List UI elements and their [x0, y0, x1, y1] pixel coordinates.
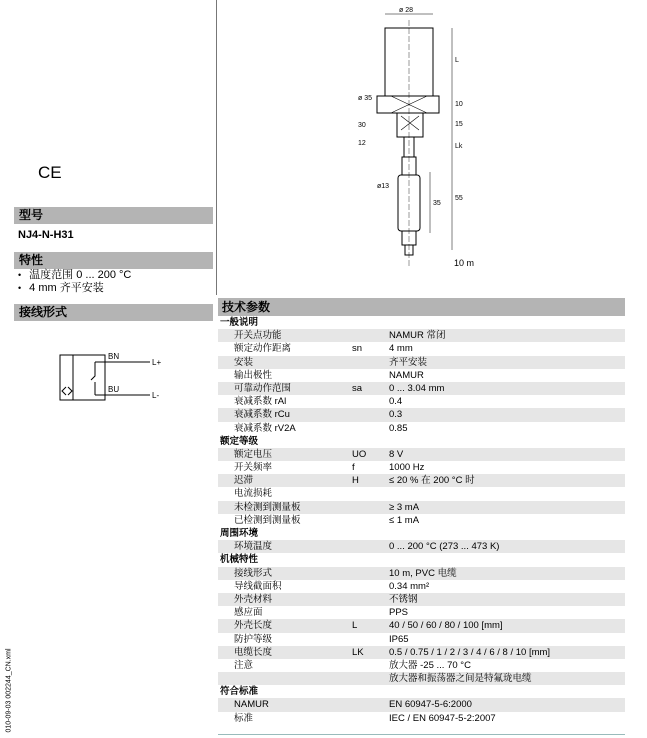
spec-value: 齐平安装 [389, 356, 428, 368]
feature-item: • 温度范围 0 ... 200 °C [18, 269, 131, 282]
spec-row [218, 593, 625, 606]
spec-value: ≤ 1 mA [389, 514, 420, 526]
svg-text:ø 35: ø 35 [358, 95, 373, 102]
spec-sym: sa [352, 382, 363, 394]
spec-label: 安装 [234, 356, 254, 368]
switch-icon [91, 362, 95, 395]
svg-text:10: 10 [455, 101, 463, 108]
spec-value: 0.3 [389, 409, 403, 421]
spec-value: NAMUR [389, 369, 424, 381]
spec-label: 衰减系数 rAl [234, 396, 287, 408]
features-list [18, 269, 131, 295]
feature-item: • 4 mm 齐平安装 [18, 282, 131, 295]
spec-row [218, 395, 625, 408]
spec-section: 机械特性 [220, 554, 259, 566]
spec-label: 衰减系数 rV2A [234, 422, 296, 434]
spec-value: ≥ 3 mA [389, 501, 420, 513]
column-divider [216, 0, 217, 295]
spec-label: 输出极性 [234, 369, 273, 381]
spec-value: 0.4 [389, 396, 403, 408]
spec-label: 标准 [234, 712, 254, 724]
wiring-diagram [55, 350, 175, 405]
spec-value: IP65 [389, 633, 409, 645]
spec-row [218, 487, 625, 500]
spec-row [218, 356, 625, 369]
spec-sym [352, 593, 389, 606]
spec-sym [352, 659, 389, 672]
doc-id: 010-09-03 002244_CN.xml [5, 648, 13, 733]
spec-sym [352, 395, 389, 408]
spec-row [218, 382, 625, 395]
spec-sym [352, 329, 389, 342]
spec-table-title: 技术参数 [218, 298, 625, 316]
svg-text:12: 12 [358, 140, 366, 147]
spec-section: 额定等级 [220, 435, 259, 447]
spec-value: 放大器和振荡器之间是特氟珑电缆 [389, 673, 532, 685]
spec-row [218, 514, 625, 527]
spec-row [218, 633, 625, 646]
spec-value: PPS [389, 607, 409, 619]
spec-label: 外壳长度 [234, 620, 273, 632]
spec-label: 导线截面积 [234, 580, 282, 592]
spec-row [218, 448, 625, 461]
spec-value: 不锈钢 [389, 593, 418, 605]
ce-mark: CE [38, 163, 62, 182]
spec-row [218, 474, 625, 487]
spec-sym [352, 514, 389, 527]
spec-table [218, 298, 625, 725]
spec-label: 防护等级 [234, 633, 273, 645]
spec-value: 0 ... 3.04 mm [389, 382, 445, 394]
spec-label [218, 672, 352, 685]
spec-label: 额定电压 [234, 448, 273, 460]
spec-row [218, 646, 625, 659]
spec-sym [352, 698, 389, 711]
spec-value: 10 m, PVC 电缆 [389, 567, 457, 579]
spec-label: 额定动作距离 [234, 343, 292, 355]
spec-value: EN 60947-5-6:2000 [389, 699, 472, 711]
svg-text:L: L [455, 57, 459, 64]
spec-sym [352, 422, 389, 435]
spec-label: 迟滞 [234, 475, 254, 487]
wire-bn: BN [108, 352, 120, 361]
spec-sym [352, 712, 389, 725]
spec-sym [352, 580, 389, 593]
spec-label: 衰减系数 rCu [234, 409, 290, 421]
spec-value: 4 mm [389, 343, 413, 355]
spec-sym: LK [352, 646, 364, 658]
svg-text:ø 28: ø 28 [399, 7, 414, 14]
spec-row [218, 461, 625, 474]
svg-text:55: 55 [455, 195, 463, 202]
spec-row [218, 619, 625, 632]
spec-sym [352, 606, 389, 619]
wire-bu: BU [108, 385, 120, 394]
spec-row [218, 567, 625, 580]
spec-label: NAMUR [234, 699, 269, 711]
svg-text:30: 30 [358, 122, 366, 129]
svg-text:15: 15 [455, 121, 463, 128]
spec-label: 开关频率 [234, 462, 273, 474]
type-heading: 型号 [14, 207, 213, 224]
spec-sym [352, 540, 389, 553]
spec-row [218, 606, 625, 619]
svg-text:35: 35 [433, 200, 441, 207]
spec-sym: L [352, 620, 358, 632]
spec-label: 电流损耗 [234, 488, 273, 500]
spec-label: 电缆长度 [234, 646, 273, 658]
spec-sym [352, 501, 389, 514]
spec-sym [352, 487, 389, 500]
features-heading: 特性 [14, 252, 213, 269]
spec-row [218, 580, 625, 593]
spec-label: 感应面 [234, 607, 263, 619]
spec-value: NAMUR 常闭 [389, 330, 446, 342]
spec-row [218, 712, 625, 725]
spec-value: 0.85 [389, 422, 408, 434]
model-number: NJ4-N-H31 [18, 229, 74, 241]
spec-label: 接线形式 [234, 567, 273, 579]
spec-label: 注意 [234, 659, 254, 671]
spec-value [389, 487, 625, 500]
spec-sym: f [352, 462, 355, 474]
spec-value: 0.5 / 0.75 / 1 / 2 / 3 / 4 / 6 / 8 / 10 [mm] [389, 646, 551, 658]
spec-sym [352, 567, 389, 580]
spec-sym [352, 369, 389, 382]
dimension-drawing [355, 0, 495, 275]
spec-value: 0 ... 200 °C (273 ... 473 K) [389, 541, 500, 553]
spec-row [218, 659, 625, 672]
sensor-icon [62, 387, 72, 395]
spec-sym: sn [352, 343, 363, 355]
spec-row [218, 672, 625, 685]
spec-row [218, 329, 625, 342]
spec-row [218, 408, 625, 421]
bottom-rule [218, 734, 625, 735]
spec-value: 8 V [389, 448, 404, 460]
spec-section: 周围环境 [220, 528, 259, 539]
spec-value: 1000 Hz [389, 462, 425, 474]
spec-sym: H [352, 475, 359, 487]
spec-value: 0.34 mm² [389, 580, 430, 592]
spec-sym [352, 408, 389, 421]
terminal-minus: L- [152, 391, 160, 400]
spec-row [218, 540, 625, 553]
spec-label: 开关点功能 [234, 330, 282, 342]
spec-value: 40 / 50 / 60 / 80 / 100 [mm] [389, 620, 503, 632]
spec-sym: UO [352, 448, 367, 460]
spec-row [218, 501, 625, 514]
spec-value: IEC / EN 60947-5-2:2007 [389, 712, 496, 724]
svg-text:ø13: ø13 [377, 183, 390, 190]
spec-section: 一般说明 [220, 317, 259, 328]
spec-sym [352, 672, 389, 685]
spec-value: 放大器 -25 ... 70 °C [389, 659, 471, 671]
spec-row [218, 422, 625, 435]
terminal-plus: L+ [152, 358, 162, 367]
cable-length-label: 10 m [454, 258, 475, 268]
spec-label: 已检测到测量板 [234, 514, 301, 526]
connection-heading: 接线形式 [14, 304, 213, 321]
spec-section: 符合标准 [220, 686, 259, 698]
spec-sym [352, 356, 389, 369]
spec-sym [352, 633, 389, 646]
spec-label: 可靠动作范围 [234, 382, 292, 394]
spec-row [218, 342, 625, 355]
spec-label: 外壳材料 [234, 593, 273, 605]
svg-text:Lk: Lk [455, 143, 463, 150]
spec-label: 环境温度 [234, 541, 273, 553]
spec-value: ≤ 20 % 在 200 °C 时 [389, 475, 475, 487]
spec-label: 未检测到测量板 [234, 501, 301, 513]
spec-row [218, 698, 625, 711]
spec-row [218, 369, 625, 382]
